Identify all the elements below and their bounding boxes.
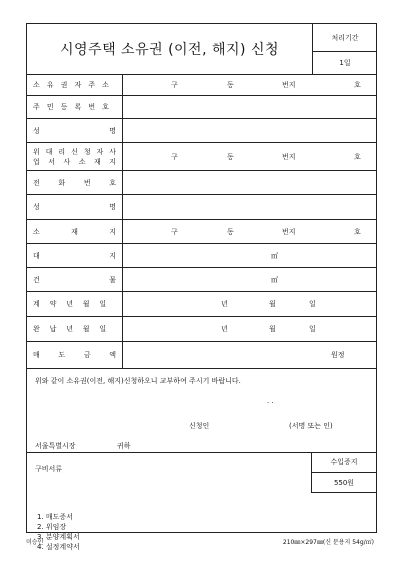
field-resident-number[interactable] — [123, 96, 376, 118]
unit-sqm: ㎡ — [271, 275, 278, 284]
label-agent-name: 성 명 — [27, 195, 123, 219]
revenue-stamp-value: 550원 — [333, 478, 355, 487]
revenue-stamp-box — [311, 452, 376, 493]
title-row — [27, 24, 376, 75]
row-land — [27, 244, 376, 268]
label-sale-amount: 매 도 금 액 — [27, 342, 123, 368]
field-agent-name[interactable] — [123, 195, 376, 219]
row-sale-amount — [27, 342, 376, 369]
dong-label: 동 — [227, 152, 234, 161]
won-label: 원정 — [331, 351, 345, 359]
footer-left: 미승인 — [26, 539, 44, 546]
unit-sqm: ㎡ — [271, 251, 278, 260]
beonji-label: 번지 — [282, 80, 296, 89]
ho-label: 호 — [354, 80, 361, 89]
list-item: 1. 매도증서 — [37, 513, 73, 521]
field-fullpay-date[interactable] — [123, 317, 376, 341]
label-contract-date: 계 약 년 월 일 — [27, 292, 123, 316]
recipient-label: 서울특별시장 — [35, 442, 76, 450]
year-label: 년 — [221, 300, 228, 308]
label-building: 건 물 — [27, 268, 123, 291]
year-label: 년 — [221, 325, 228, 333]
row-agent-address — [27, 143, 376, 171]
field-building[interactable] — [123, 268, 376, 291]
label-owner-address: 소 유 권 자 주 소 — [27, 74, 123, 95]
signature-label: (서명 또는 인) — [289, 422, 333, 430]
month-label: 월 — [269, 325, 276, 333]
revenue-stamp-label: 수입증지 — [312, 452, 376, 473]
label-resident-number: 주 민 등 록 번 호 — [27, 96, 123, 118]
label-fullpay-date: 완 납 년 월 일 — [27, 317, 123, 341]
field-owner-name[interactable] — [123, 119, 376, 142]
ho-label: 호 — [354, 227, 361, 236]
gu-label: 구 — [171, 80, 178, 89]
row-building — [27, 268, 376, 292]
field-agent-address[interactable] — [123, 143, 376, 170]
list-item: 2. 위임장 — [37, 523, 67, 531]
row-resident-number — [27, 96, 376, 119]
row-owner-name — [27, 119, 376, 143]
row-location — [27, 220, 376, 244]
gu-label: 구 — [171, 227, 178, 236]
applicant-label: 신청인 — [189, 422, 210, 430]
processing-period-value: 1일 — [339, 59, 351, 67]
day-label: 일 — [309, 325, 316, 333]
statement-text: 위와 같이 소유권(이전, 해지)신청하오니 교부하여 주시기 바랍니다. — [35, 377, 241, 385]
list-item: 3. 분양계획서 — [37, 533, 80, 541]
beonji-label: 번지 — [282, 227, 296, 236]
ho-label: 호 — [354, 152, 361, 161]
row-fullpay-date — [27, 317, 376, 342]
row-agent-name — [27, 195, 376, 220]
row-phone — [27, 171, 376, 195]
dong-label: 동 — [227, 227, 234, 236]
field-location[interactable] — [123, 220, 376, 243]
required-docs-heading: 구비서류 — [35, 465, 63, 473]
field-contract-date[interactable] — [123, 292, 376, 316]
processing-period-label: 처리기간 — [313, 24, 377, 52]
label-location: 소 재 지 — [27, 220, 123, 243]
row-contract-date — [27, 292, 376, 317]
label-phone: 전 화 번 호 — [27, 171, 123, 194]
label-owner-name: 성 명 — [27, 119, 123, 142]
row-owner-address — [27, 74, 376, 96]
statement-section — [27, 369, 376, 453]
month-label: 월 — [269, 300, 276, 308]
label-land: 대 지 — [27, 244, 123, 267]
label-agent-address: 위 대 리 신 청 자 사 업 서 사 소 재 지 — [27, 143, 123, 170]
day-label: 일 — [309, 300, 316, 308]
date-dots: . . — [267, 397, 274, 405]
field-owner-address[interactable] — [123, 74, 376, 95]
gu-label: 구 — [171, 152, 178, 161]
field-land[interactable] — [123, 244, 376, 267]
honorific-label: 귀하 — [117, 442, 131, 450]
footer-paper-spec: 210㎜×297㎜(신 문용지 54g/㎡) — [282, 539, 374, 546]
list-item: 4. 설정계약서 — [37, 543, 80, 551]
processing-period-box — [312, 24, 377, 74]
field-sale-amount[interactable] — [123, 342, 376, 368]
required-docs-list — [37, 512, 80, 552]
form-title: 시영주택 소유권 (이전, 해지) 신청 — [60, 42, 279, 58]
beonji-label: 번지 — [282, 152, 296, 161]
dong-label: 동 — [227, 80, 234, 89]
field-phone[interactable] — [123, 171, 376, 194]
